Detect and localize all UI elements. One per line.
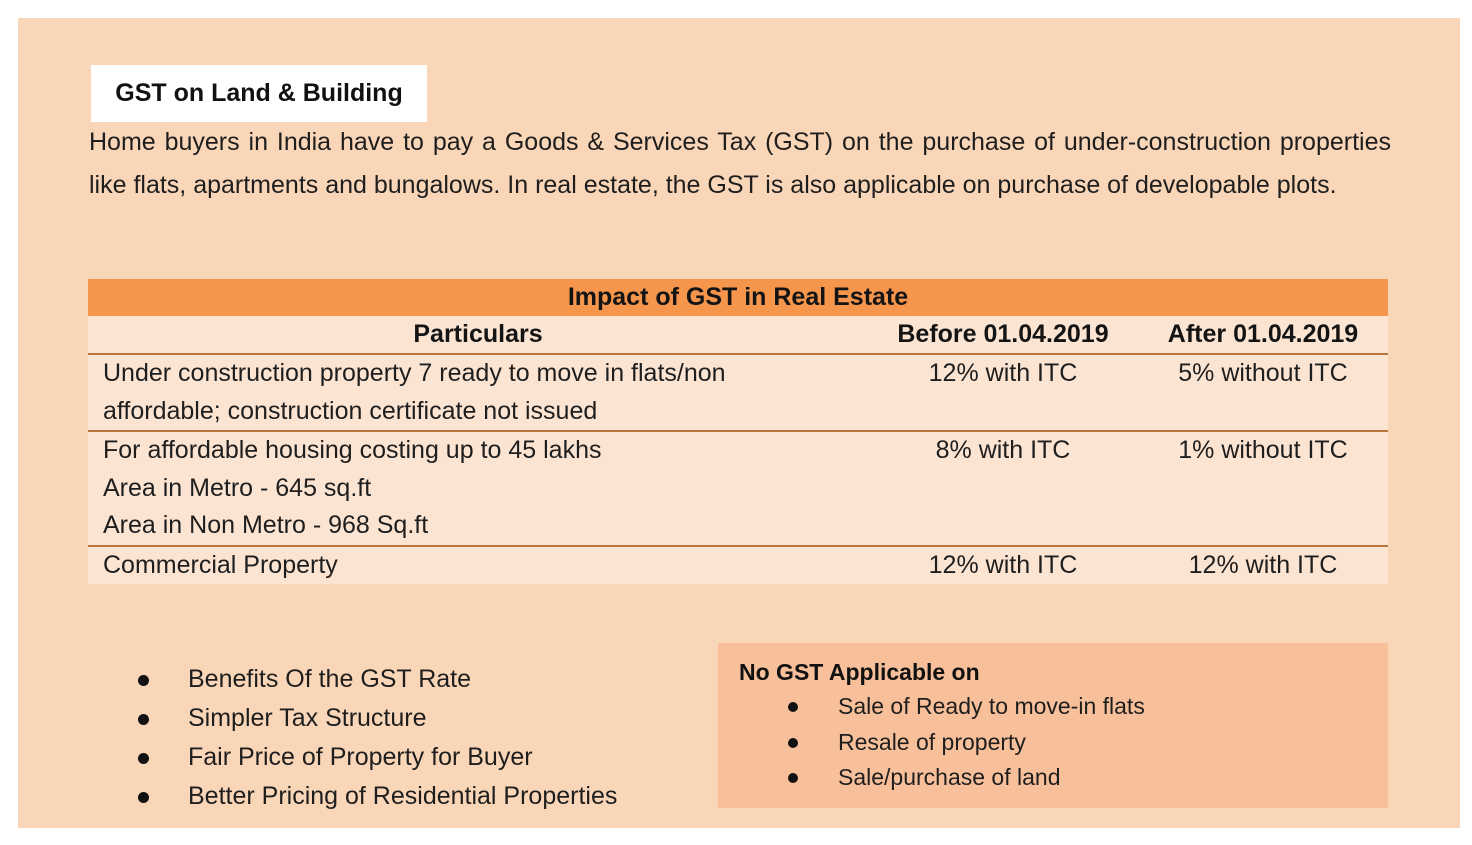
particulars-line: For affordable housing costing up to 45 lakhs — [103, 436, 602, 464]
bullet-icon — [138, 714, 149, 725]
column-header-before: Before 01.04.2019 — [868, 316, 1138, 354]
particulars-cell — [88, 431, 868, 546]
bullet-icon — [138, 675, 149, 686]
list-item — [138, 777, 617, 816]
benefits-list — [138, 660, 617, 816]
list-item-text: Fair Price of Property for Buyer — [188, 743, 533, 771]
page-title — [91, 65, 427, 122]
bullet-icon — [138, 753, 149, 764]
content-panel — [18, 18, 1460, 828]
bullet-icon — [788, 773, 798, 783]
after-rate-cell: 12% with ITC — [1138, 546, 1388, 585]
bullet-icon — [138, 792, 149, 803]
no-gst-box — [718, 643, 1388, 808]
list-item-text: Simpler Tax Structure — [188, 704, 427, 732]
list-item — [138, 699, 617, 738]
particulars-cell — [88, 546, 868, 585]
bullet-icon — [788, 702, 798, 712]
particulars-line: Area in Non Metro - 968 Sq.ft — [103, 511, 429, 539]
list-item-text: Resale of property — [838, 728, 1026, 755]
before-rate-cell: 12% with ITC — [868, 546, 1138, 585]
particulars-line: affordable; construction certificate not issued — [103, 396, 598, 425]
no-gst-title: No GST Applicable on — [739, 659, 980, 685]
list-item — [138, 660, 617, 699]
column-header-after: After 01.04.2019 — [1138, 316, 1388, 354]
no-gst-list — [788, 689, 1145, 796]
particulars-line: Area in Metro - 645 sq.ft — [103, 473, 372, 502]
after-rate-cell: 1% without ITC — [1138, 431, 1388, 546]
list-item-text: Sale/purchase of land — [838, 764, 1061, 790]
list-item-text: Better Pricing of Residential Properties — [188, 782, 618, 810]
particulars-cell — [88, 354, 868, 431]
particulars-line: Under construction property 7 ready to move in flats/non — [103, 359, 726, 387]
list-item-text: Sale of Ready to move-in flats — [838, 693, 1145, 719]
bullet-icon — [788, 738, 798, 748]
list-item — [788, 689, 1145, 725]
column-header-particulars: Particulars — [88, 316, 868, 354]
before-rate-cell: 12% with ITC — [868, 354, 1138, 431]
list-item — [138, 738, 617, 777]
table-row — [88, 354, 1388, 431]
list-item — [788, 760, 1145, 796]
intro-paragraph: Home buyers in India have to pay a Goods & Services Tax (GST) on the purchase of under-construction properties like flats, apartments and bungalows. In real estate, the GST is also applicable on purchase of developable plots. — [89, 128, 1391, 199]
after-rate-cell: 5% without ITC — [1138, 354, 1388, 431]
list-item-text: Benefits Of the GST Rate — [188, 665, 472, 693]
table-row — [88, 431, 1388, 546]
table-row — [88, 546, 1388, 585]
list-item — [788, 725, 1145, 761]
table-caption: Impact of GST in Real Estate — [88, 279, 1388, 316]
particulars-line: Commercial Property — [103, 550, 338, 579]
before-rate-cell: 8% with ITC — [868, 431, 1138, 546]
page-title-text: GST on Land & Building — [115, 79, 403, 107]
gst-impact-table — [88, 279, 1388, 584]
